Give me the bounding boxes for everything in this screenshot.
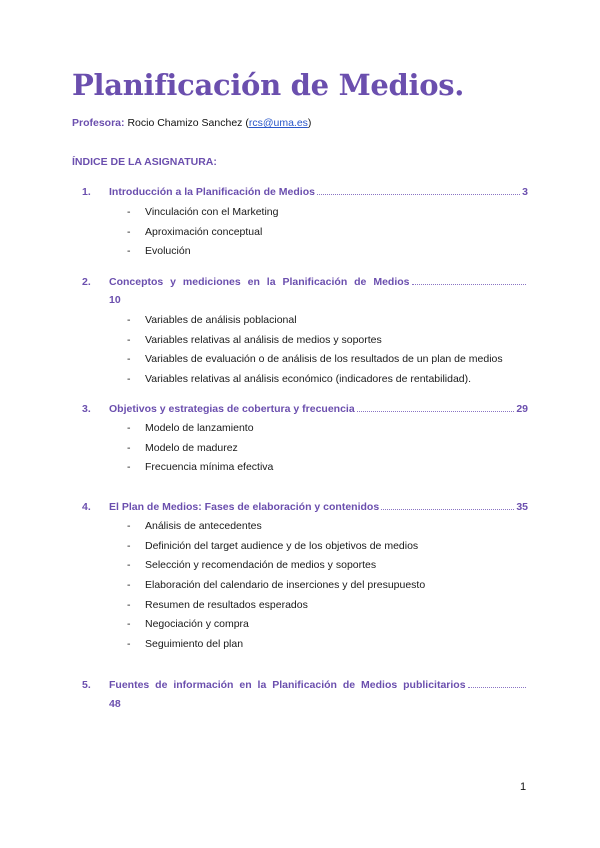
toc-section-3: 3. Objetivos y estrategias de cobertura y frecuencia 29 - Modelo de lanzamiento - Modelo de madurez - Frecuencia mínima efectiva bbox=[82, 403, 528, 417]
bullet-dash: - bbox=[127, 461, 131, 474]
bullet-dash: - bbox=[127, 353, 131, 366]
professor-close-paren: ) bbox=[307, 117, 312, 129]
section-number: 3. bbox=[82, 403, 91, 415]
page-title: Planificación de Medios. bbox=[72, 68, 465, 102]
section-page-number: 10 bbox=[109, 294, 121, 306]
bullet-dash: - bbox=[127, 638, 131, 651]
section-number: 1. bbox=[82, 186, 91, 198]
section-title: Conceptos y mediciones en la Planificación de Medios bbox=[109, 276, 410, 288]
section-page-number: 3 bbox=[522, 186, 528, 198]
page-number: 1 bbox=[520, 781, 527, 793]
professor-email-link[interactable]: rcs@uma.es bbox=[248, 117, 308, 129]
index-heading: ÍNDICE DE LA ASIGNATURA: bbox=[72, 156, 217, 168]
section-number: 4. bbox=[82, 501, 91, 513]
bullet-dash: - bbox=[127, 422, 131, 434]
section-page-number: 48 bbox=[109, 698, 121, 710]
bullet-dash: - bbox=[127, 598, 131, 611]
bullet-dash: - bbox=[127, 441, 131, 454]
section-number: 5. bbox=[82, 679, 91, 691]
bullet-dash: - bbox=[127, 225, 131, 238]
dot-leader bbox=[381, 509, 514, 510]
bullet-dash: - bbox=[127, 559, 131, 572]
professor-line bbox=[72, 117, 311, 129]
dot-leader bbox=[317, 194, 520, 195]
section-title: Objetivos y estrategias de cobertura y frecuencia bbox=[109, 403, 355, 415]
bullet-dash: - bbox=[127, 314, 131, 326]
section-title: El Plan de Medios: Fases de elaboración y contenidos bbox=[109, 501, 380, 513]
bullet-dash: - bbox=[127, 206, 131, 218]
toc-entry-link[interactable] bbox=[82, 403, 528, 417]
toc-entry-link[interactable] bbox=[82, 679, 528, 693]
section-title: Introducción a la Planificación de Medios bbox=[109, 186, 315, 198]
bullet-dash: - bbox=[127, 579, 131, 592]
section-title: Fuentes de información en la Planificación de Medios publicitarios bbox=[109, 679, 466, 691]
bullet-dash: - bbox=[127, 333, 131, 346]
toc-section-4: 4. El Plan de Medios: Fases de elaboración y contenidos 35 - Análisis de antecedentes - Definición del target audience y de los objetivos de medios - Selección y recomendación de medios y soportes - Elaboración del calendario de inserciones y del presupuesto - Resumen de resultados esperados - Negociación y compra - Seguimiento del plan bbox=[82, 501, 528, 515]
section-page-number: 35 bbox=[516, 501, 528, 513]
section-page-number: 29 bbox=[516, 403, 528, 415]
toc-section-1: 1. Introducción a la Planificación de Medios 3 - Vinculación con el Marketing - Aproximación conceptual - Evolución bbox=[82, 186, 528, 200]
dot-leader bbox=[412, 284, 527, 285]
toc-entry-link[interactable] bbox=[82, 501, 528, 515]
toc-entry-link[interactable] bbox=[82, 276, 528, 290]
professor-label: Profesora: bbox=[72, 117, 125, 129]
section-number: 2. bbox=[82, 276, 91, 288]
professor-name: Rocio Chamizo Sanchez ( bbox=[127, 117, 249, 129]
bullet-dash: - bbox=[127, 618, 131, 631]
dot-leader bbox=[468, 687, 526, 688]
dot-leader bbox=[357, 411, 515, 412]
bullet-dash: - bbox=[127, 245, 131, 258]
toc-section-5 bbox=[82, 679, 528, 710]
bullet-dash: - bbox=[127, 539, 131, 552]
bullet-dash: - bbox=[127, 520, 131, 532]
toc-entry-link[interactable] bbox=[82, 186, 528, 200]
toc-section-2: 2. Conceptos y mediciones en la Planificación de Medios 10 - Variables de análisis poblacional - Variables relativas al análisis de medios y soportes - Variables de evaluación o de análisis de los resultados de un plan de medios - Variables relativas al análisis económico (indicadores de rentabilidad). bbox=[82, 276, 528, 290]
bullet-dash: - bbox=[127, 373, 131, 386]
